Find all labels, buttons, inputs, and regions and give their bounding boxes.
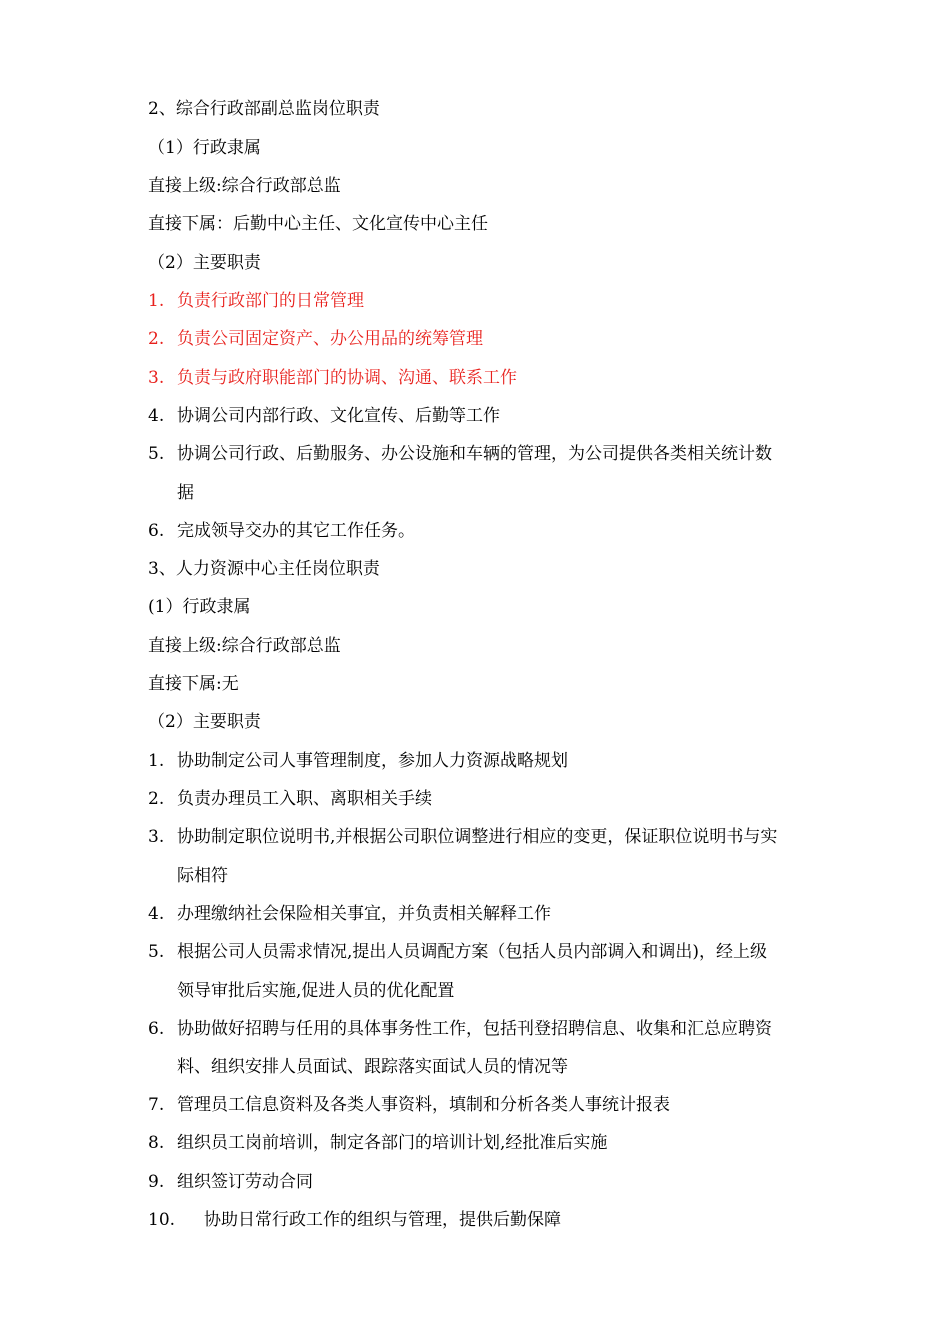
duty-number: 2. xyxy=(148,329,165,349)
section2-heading: 2、综合行政部副总监岗位职责 xyxy=(148,99,380,119)
duty-text: 协助日常行政工作的组织与管理，提供后勤保障 xyxy=(204,1210,561,1230)
duty-text: 组织签订劳动合同 xyxy=(177,1172,313,1192)
duty-number: 1. xyxy=(148,751,165,771)
duty-number: 5. xyxy=(148,444,165,464)
section2-subordinate: 直接下属：后勤中心主任、文化宣传中心主任 xyxy=(148,214,488,234)
duty-text: 协调公司行政、后勤服务、办公设施和车辆的管理，为公司提供各类相关统计数 xyxy=(177,444,772,464)
duty-number: 3. xyxy=(148,368,165,388)
duty-number: 3. xyxy=(148,827,165,847)
duty-text-continued: 据 xyxy=(177,483,194,503)
duty-number: 2. xyxy=(148,789,165,809)
duty-text: 组织员工岗前培训，制定各部门的培训计划,经批准后实施 xyxy=(177,1133,608,1153)
duty-number: 9. xyxy=(148,1172,165,1192)
duty-text-continued: 际相符 xyxy=(177,866,228,886)
duty-text: 根据公司人员需求情况,提出人员调配方案（包括人员内部调入和调出)，经上级 xyxy=(177,942,768,962)
duty-text: 完成领导交办的其它工作任务。 xyxy=(177,521,415,541)
duty-number: 1. xyxy=(148,291,165,311)
duty-number: 8. xyxy=(148,1133,165,1153)
section3-superior: 直接上级:综合行政部总监 xyxy=(148,636,341,656)
duty-number: 7. xyxy=(148,1095,165,1115)
duty-text: 负责办理员工入职、离职相关手续 xyxy=(177,789,432,809)
duty-number: 6. xyxy=(148,521,165,541)
section2-sub1: （1）行政隶属 xyxy=(148,138,261,158)
duty-number: 4. xyxy=(148,904,165,924)
duty-number: 6. xyxy=(148,1019,165,1039)
duty-text: 协助制定公司人事管理制度，参加人力资源战略规划 xyxy=(177,751,568,771)
section2-sub2: （2）主要职责 xyxy=(148,253,261,273)
duty-text: 负责公司固定资产、办公用品的统筹管理 xyxy=(177,329,483,349)
duty-text-continued: 领导审批后实施,促进人员的优化配置 xyxy=(177,981,455,1001)
duty-text: 协助制定职位说明书,并根据公司职位调整进行相应的变更，保证职位说明书与实 xyxy=(177,827,778,847)
duty-number: 10. xyxy=(148,1210,176,1230)
duty-number: 5. xyxy=(148,942,165,962)
duty-text-continued: 料、组织安排人员面试、跟踪落实面试人员的情况等 xyxy=(177,1057,568,1077)
duty-number: 4. xyxy=(148,406,165,426)
section2-superior: 直接上级:综合行政部总监 xyxy=(148,176,341,196)
section3-heading: 3、人力资源中心主任岗位职责 xyxy=(148,559,380,579)
duty-text: 协助做好招聘与任用的具体事务性工作，包括刊登招聘信息、收集和汇总应聘资 xyxy=(177,1019,772,1039)
duty-text: 办理缴纳社会保险相关事宜，并负责相关解释工作 xyxy=(177,904,551,924)
duty-text: 负责行政部门的日常管理 xyxy=(177,291,364,311)
duty-text: 协调公司内部行政、文化宣传、后勤等工作 xyxy=(177,406,500,426)
section3-sub2: （2）主要职责 xyxy=(148,712,261,732)
section3-subordinate: 直接下属:无 xyxy=(148,674,239,694)
duty-text: 管理员工信息资料及各类人事资料，填制和分析各类人事统计报表 xyxy=(177,1095,670,1115)
section3-sub1: (1）行政隶属 xyxy=(148,597,251,617)
duty-text: 负责与政府职能部门的协调、沟通、联系工作 xyxy=(177,368,517,388)
